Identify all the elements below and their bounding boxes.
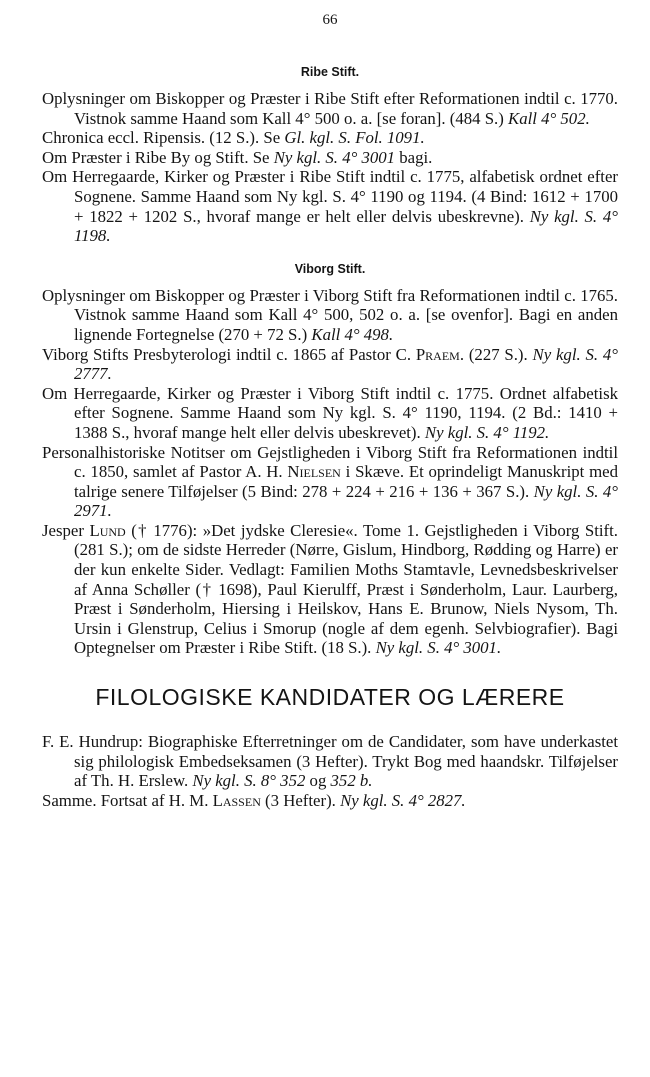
entry-viborg-lund [42, 521, 618, 658]
entry-text: Om Herregaarde, Kirker og Præster i Ribe Stift indtil c. 1775, alfabetisk ordnet efter Sognene. Samme Haand som Ny kgl. S. 4° 1190 og 1194. (4 Bind: 1612 + 1700 + 1822 + 1202 S., hvoraf mange er helt eller delvis ubeskrevne). [42, 167, 618, 226]
catalog-reference: Ny kgl. S. 4° 1198. [74, 206, 618, 246]
entry-samme [42, 791, 618, 811]
entry-ribe-oplysninger [42, 89, 618, 128]
section-heading-ribe: Ribe Stift. [300, 65, 360, 79]
catalog-reference: Ny kgl. S. 4° 2971. [74, 481, 618, 521]
entry-text: Chronica eccl. Ripensis. (12 S.). Se [42, 128, 285, 148]
section-heading-viborg: Viborg Stift. [294, 261, 366, 276]
author-name: Praem. [415, 344, 465, 364]
entry-viborg-personalhistoriske [42, 443, 618, 521]
catalog-reference: 352 b. [330, 771, 373, 791]
catalog-reference: Gl. kgl. S. Fol. 1091. [284, 128, 425, 148]
entry-text: Oplysninger om Biskopper og Præster i Viborg Stift fra Reformationen indtil c. 1765. Vistnok samme Haand som Kall 4° 500, 502 o. a. [se ovenfor]. Bagi en anden lignende Fortegnelse (270 + 72 S.) [42, 285, 618, 344]
entry-text: (3 Hefter). [260, 790, 341, 810]
entry-text: Samme. Fortsat af H. M. [42, 790, 213, 810]
catalog-reference: Ny kgl. S. 4° 2827. [340, 790, 466, 810]
catalog-reference: Ny kgl. S. 4° 1192. [424, 422, 550, 442]
page-number: 66 [322, 12, 338, 28]
author-name: Lund [89, 520, 126, 540]
entry-viborg-herregaarde [42, 384, 618, 443]
chapter-heading: FILOLOGISKE KANDIDATER OG LÆRERE [95, 684, 565, 711]
author-name: Lassen [212, 790, 261, 810]
entry-text: bagi. [395, 147, 433, 167]
document-page [42, 10, 618, 810]
entry-text: († 1776): »Det jydske Cleresie«. Tome 1. Gejstligheden i Viborg Stift. (281 S.); om de sidste Herreder (Nørre, Gislum, Hindborg, Rødding og Harre) er der kun enkelte Sider. Vedlagt: Familien Moths Stamtavle, Levnedsbeskrivelser af Anna Schøller († 1698), Paul Kierulff, Præst i Sønderholm, Laur. Laurberg, Præst i Sønderholm, Hiersing i Heilskov, Hans E. Brunow, Niels Nysom, Th. Ursin i Glenstrup, Celius i Smorup (nogle af dem egenh. Selvbiografier). Bagi Optegnelser om Præster i Ribe Stift. (18 S.). [74, 520, 619, 658]
entry-text: og [305, 771, 331, 791]
entry-viborg-presbyterologi [42, 345, 618, 384]
entry-text: Oplysninger om Biskopper og Præster i Ribe Stift efter Reformationen indtil c. 1770. Vistnok samme Haand som Kall 4° 500 o. a. [se foran]. (484 S.) [42, 89, 618, 128]
entry-viborg-oplysninger [42, 286, 618, 345]
entry-text: Om Præster i Ribe By og Stift. Se [42, 147, 274, 167]
entry-text: Viborg Stifts Presbyterologi indtil c. 1865 af Pastor C. [42, 344, 416, 364]
entry-ribe-chronica [42, 128, 618, 148]
catalog-reference: Ny kgl. S. 8° 352 [192, 771, 306, 791]
entry-text: F. E. Hundrup: Biographiske Efterretninger om de Candidater, som have underkastet sig philologisk Embedseksamen (3 Hefter). Trykt Bog med haandskr. Tilføjelser af Th. H. Erslew. [42, 732, 618, 791]
catalog-reference: Ny kgl. S. 4° 3001. [375, 638, 502, 658]
entry-ribe-herregaarde [42, 167, 618, 245]
entry-text: Jesper [42, 520, 90, 540]
entry-text: Personalhistoriske Notitser om Gejstligheden i Viborg Stift fra Reformationen indtil c. 1850, samlet af Pastor A. H. [42, 442, 618, 482]
entry-text: (227 S.). [464, 344, 533, 364]
catalog-reference: Ny kgl. S. 4° 3001 [273, 147, 396, 167]
entry-text: Om Herregaarde, Kirker og Præster i Viborg Stift indtil c. 1775. Ordnet alfabetisk efter Sognene. Samme Haand som Ny kgl. S. 4° 1190, 1194. (2 Bd.: 1410 + 1388 S., hvoraf mange helt eller delvis ubeskrevet). [42, 383, 618, 442]
entry-ribe-praester [42, 148, 618, 168]
author-name: Nielsen [287, 462, 341, 482]
catalog-reference: Ny kgl. S. 4° 2777. [74, 344, 618, 384]
catalog-reference: Kall 4° 498. [311, 324, 394, 344]
catalog-reference: Kall 4° 502. [508, 108, 590, 128]
entry-text: i Skæve. Et oprindeligt Manuskript med talrige senere Tilføjelser (5 Bind: 278 + 224 + 216 + 136 + 367 S.). [74, 462, 619, 501]
entry-hundrup [42, 732, 618, 791]
